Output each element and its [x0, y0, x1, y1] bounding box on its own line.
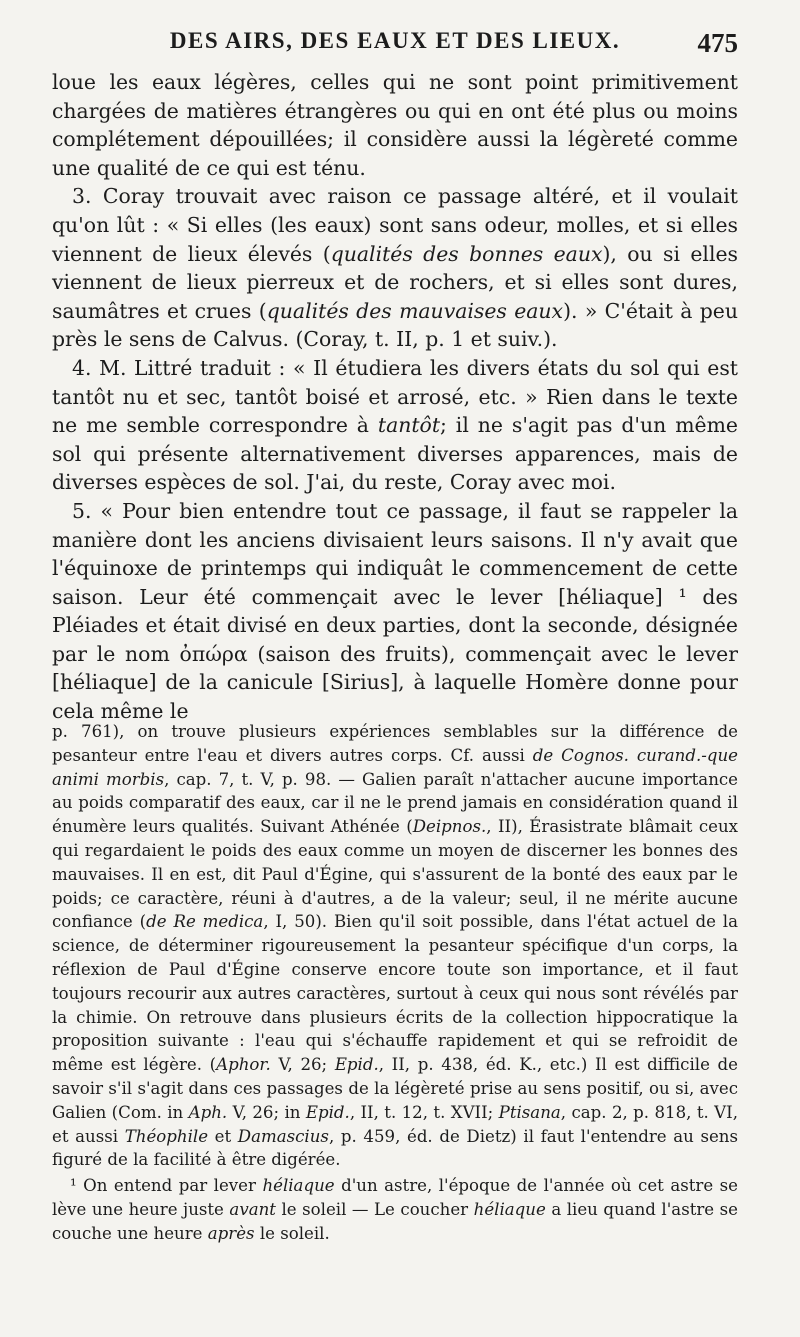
- note-3-paragraph: 3. Coray trouvait avec raison ce passage altéré, et il voulait qu'on lût : « Si elles (les eaux) sont sans odeur, molles, et si elles viennent de lieux élevés (qualités des bonnes eaux), ou si elles viennent de lieux pierreux et de rochers, et si elles sont dures, saumâtres et crues (qualités des mauvaises eaux). » C'était à peu près le sens de Calvus. (Coray, t. II, p. 1 et suiv.).: [52, 184, 739, 352]
- note-4-paragraph: 4. M. Littré traduit : « Il étudiera les divers états du sol qui est tantôt nu et sec, tantôt boisé et arrosé, etc. » Rien dans le texte ne me semble correspondre à tantôt; il ne s'agit pas d'un même sol qui présente alternativement diverses apparences, mais de diverses espèces de sol. J'ai, du reste, Coray avec moi.: [52, 355, 738, 495]
- paragraph-continuation: loue les eaux légères, celles qui ne sont point primitivement chargées de matières étrangères ou qui en ont été plus ou moins complétement dépouillées; il considère aussi la légèreté comme une qualité de ce qui est ténu.: [52, 70, 738, 180]
- main-text: [52, 68, 738, 726]
- running-title: DES AIRS, DES EAUX ET DES LIEUX.: [169, 28, 621, 53]
- footnote-1: ¹ On entend par lever héliaque d'un astre, l'époque de l'année où cet astre se lève une heure juste avant le soleil — Le coucher héliaque a lieu quand l'astre se couche une heure après le soleil.: [52, 1176, 738, 1243]
- page-header: [52, 28, 738, 64]
- notes-section: [52, 720, 738, 1246]
- note-continuation: p. 761), on trouve plusieurs expériences semblables sur la différence de pesanteur entre l'eau et divers autres corps. Cf. aussi de Cognos. curand.-que animi morbis, cap. 7, t. V, p. 98. — Galien paraît n'attacher aucune importance au poids comparatif des eaux, car il ne le prend jamais en considération quand il énumère leurs qualités. Suivant Athénée (Deipnos., II), Érasistrate blâmait ceux qui regardaient le poids des eaux comme un moyen de discerner les bonnes des mauvaises. Il en est, dit Paul d'Égine, qui s'assurent de la bonté des eaux par le poids; ce caractère, réuni à d'autres, a de la valeur; seul, il ne mérite aucune confiance (de Re medica, I, 50). Bien qu'il soit possible, dans l'état actuel de la science, de déterminer rigoureusement la pesanteur spécifique d'un corps, la réflexion de Paul d'Égine conserve encore toute son importance, et il faut toujours recourir aux autres caractères, surtout à ceux qui nous sont révélés par la chimie. On retrouve dans plusieurs écrits de la collection hippocratique la proposition suivante : l'eau qui s'échauffe rapidement et qui se refroidit de même est légère. (Aphor. V, 26; Epid., II, p. 438, éd. K., etc.) Il est difficile de savoir s'il s'agit dans ces passages de la légèreté prise au sens positif, ou si, avec Galien (Com. in Aph. V, 26; in Epid., II, t. 12, t. XVII; Ptisana, cap. 2, p. 818, t. VI, et aussi Théophile et Damascius, p. 459, éd. de Dietz) il faut l'entendre au sens figuré de la facilité à être digérée.: [52, 722, 739, 1170]
- page-number: 475: [697, 28, 738, 58]
- note-5-paragraph: 5. « Pour bien entendre tout ce passage, il faut se rappeler la manière dont les anciens divisaient leurs saisons. Il n'y avait que l'équinoxe de printemps qui indiquât le commencement de cette saison. Leur été commençait avec le lever [héliaque] ¹ des Pléiades et était divisé en deux parties, dont la seconde, désignée par le nom ὀπώρα (saison des fruits), commençait avec le lever [héliaque] de la canicule [Sirius], à laquelle Homère donne pour cela même le: [52, 498, 738, 724]
